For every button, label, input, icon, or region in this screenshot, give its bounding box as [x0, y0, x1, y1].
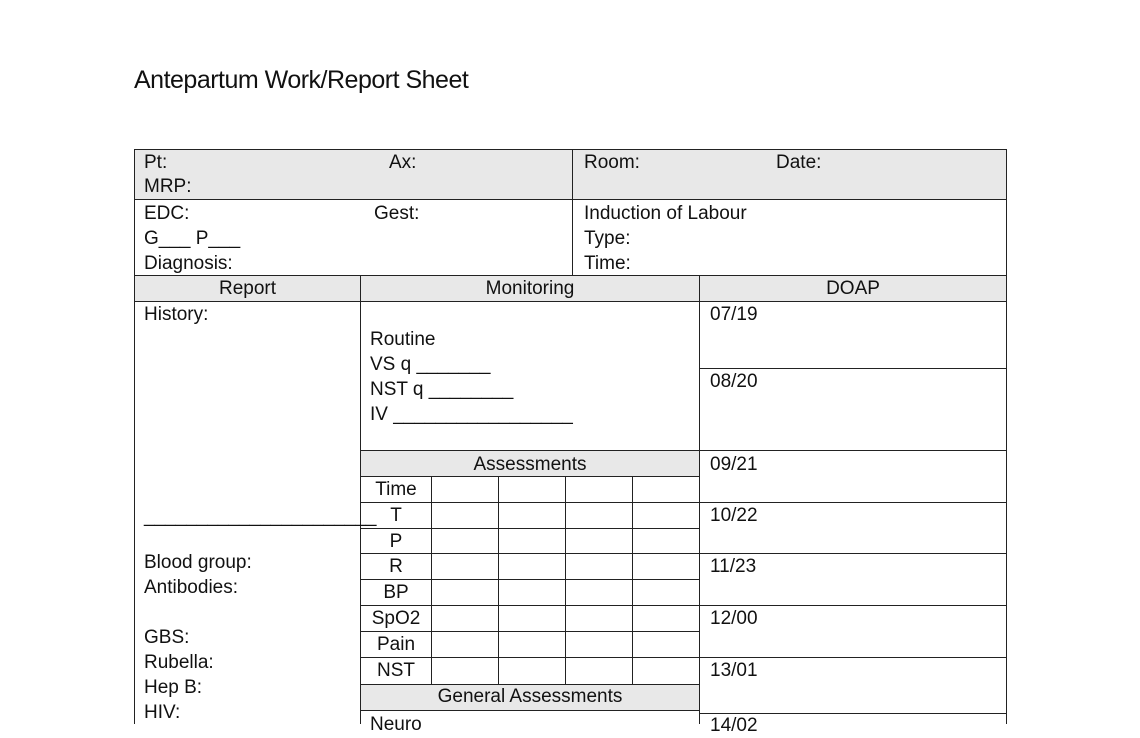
assess-line: [360, 528, 700, 529]
general-assessments-header: General Assessments: [437, 686, 623, 707]
assess-col-line: [565, 476, 566, 684]
gest-label: Gest:: [374, 203, 420, 224]
doap-time: 12/00: [710, 608, 758, 629]
doap-time: 10/22: [710, 505, 758, 526]
pt-label: Pt:: [144, 152, 168, 173]
doap-line: [699, 450, 1007, 451]
vs-label: VS q _______: [370, 354, 491, 375]
assessments-header: Assessments: [473, 454, 587, 475]
doap-time: 14/02: [710, 715, 758, 736]
nst-label: NST q ________: [370, 379, 514, 400]
doap-time: 09/21: [710, 454, 758, 475]
hepb-label: Hep B:: [144, 677, 203, 698]
edc-label: EDC:: [144, 203, 190, 224]
antibodies-label: Antibodies:: [144, 577, 239, 598]
doap-line: [699, 502, 1007, 503]
iv-label: IV _________________: [370, 404, 573, 425]
history-label: History:: [144, 304, 209, 325]
assess-row-label: Time: [375, 479, 417, 500]
time-label: Time:: [584, 253, 631, 274]
divider-header-1: [134, 199, 1007, 200]
assess-col-line: [498, 476, 499, 684]
assess-line: [360, 631, 700, 632]
diagnosis-label: Diagnosis:: [144, 253, 233, 274]
type-label: Type:: [584, 228, 631, 249]
date-label: Date:: [776, 152, 822, 173]
assess-row-label: BP: [383, 582, 409, 603]
border-left: [134, 149, 135, 724]
assess-row-label: Pain: [376, 634, 416, 655]
room-label: Room:: [584, 152, 640, 173]
assess-row-label: NST: [377, 660, 415, 681]
report-column-header: Report: [218, 278, 277, 299]
doap-line: [699, 368, 1007, 369]
mrp-label: MRP:: [144, 176, 192, 197]
monitoring-column-header: Monitoring: [485, 278, 575, 299]
assess-row-label: T: [390, 505, 402, 526]
doap-line: [699, 657, 1007, 658]
divider-header-2: [134, 275, 1007, 276]
assess-line: [360, 579, 700, 580]
routine-label: Routine: [370, 329, 436, 350]
page-title: Antepartum Work/Report Sheet: [134, 66, 469, 94]
blood-group-label: Blood group:: [144, 552, 252, 573]
assess-row-label: SpO2: [371, 608, 421, 629]
assess-line: [360, 450, 700, 451]
assess-row-label: R: [389, 556, 403, 577]
header-row-1: [135, 149, 1006, 199]
divider-header-mid: [572, 149, 573, 276]
induction-label: Induction of Labour: [584, 203, 747, 224]
border-right: [1006, 149, 1007, 724]
assess-line: [360, 657, 700, 658]
border-top: [134, 149, 1007, 150]
assess-line: [360, 710, 700, 711]
gp-label: G___ P___: [144, 228, 241, 249]
gbs-label: GBS:: [144, 627, 190, 648]
divider-colheader: [134, 301, 1007, 302]
doap-time: 11/23: [710, 556, 757, 577]
assess-row-label: P: [389, 531, 403, 552]
doap-line: [699, 605, 1007, 606]
doap-time: 08/20: [710, 371, 758, 392]
rubella-label: Rubella:: [144, 652, 214, 673]
doap-time: 13/01: [710, 660, 758, 681]
neuro-label: Neuro: [370, 714, 422, 735]
assess-col-line: [632, 476, 633, 684]
history-underline: ______________________: [144, 506, 377, 527]
ax-label: Ax:: [389, 152, 417, 173]
doap-time: 07/19: [710, 304, 758, 325]
doap-column-header: DOAP: [826, 278, 880, 299]
assess-col-line: [431, 476, 432, 684]
doap-line: [699, 553, 1007, 554]
assess-line: [360, 605, 700, 606]
assess-line: [360, 502, 700, 503]
hiv-label: HIV:: [144, 702, 181, 723]
